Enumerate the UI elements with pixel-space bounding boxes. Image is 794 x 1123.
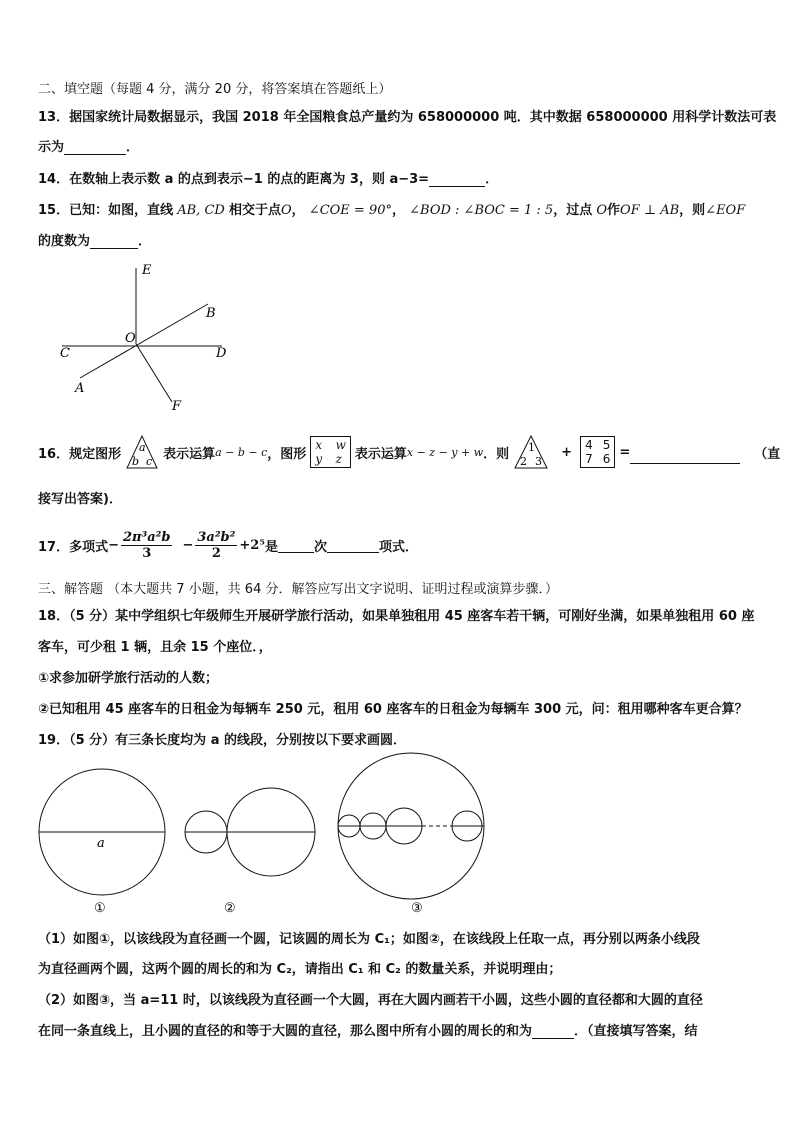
label-a: A	[75, 381, 85, 396]
q16-box2-tl: 4	[585, 438, 593, 452]
q13-line2-post: ．	[126, 140, 140, 155]
label-e: E	[142, 263, 152, 278]
label-f: F	[172, 399, 182, 414]
q19-p1-line1: （1）如图①，以该线段为直径画一个圆，记该圆的周长为 C₁；如图②，在该线段上任取一点，再分别以两条小线段	[38, 932, 700, 947]
q19-answer-blank[interactable]	[532, 1024, 574, 1039]
q16-answer-blank[interactable]	[630, 441, 740, 464]
q16-mid1: 表示运算	[163, 446, 216, 462]
q17-minus2: −	[182, 537, 194, 553]
q15-point-o: O	[280, 203, 292, 218]
fig2-caption: ②	[224, 901, 236, 916]
line-ab	[80, 304, 208, 378]
q16-eq: =	[619, 444, 631, 460]
q16-plus: +	[561, 444, 573, 460]
q15-mid4: 作	[607, 203, 621, 218]
q16-box-x: x	[315, 438, 323, 452]
q16-tri-c: c	[146, 455, 153, 468]
q17-frac2-num: 3a²b²	[197, 529, 236, 545]
q14-post: ．	[485, 172, 499, 187]
q17-minus1: −	[108, 537, 119, 553]
q17-frac2-den: 2	[211, 545, 221, 561]
q16-mid4: ．则	[483, 446, 510, 462]
q13-line1: 13．据国家统计局数据显示，我国 2018 年全国粮食总产量约为 658000000 吨．其中数据 658000000 用科学计数法可表	[38, 110, 777, 125]
q15-line2-pre: 的度数为	[38, 234, 91, 249]
q16-triangle-value	[513, 434, 549, 470]
fig3-caption: ③	[411, 901, 423, 916]
label-d: D	[216, 346, 227, 361]
q16-post: （直	[754, 446, 781, 462]
q16-box-symbol	[310, 436, 351, 468]
q15-angle-coe: ∠COE = 90°	[308, 203, 392, 218]
q17-mid2: 次	[313, 539, 327, 555]
fig1-caption: ①	[94, 901, 106, 916]
q16-tri2-right: 3	[535, 455, 543, 468]
label-c: C	[60, 346, 70, 361]
q15-figure	[50, 258, 250, 418]
q16-tri-a: a	[139, 441, 146, 454]
q16-expr1: a − b − c	[215, 445, 268, 459]
q16-expr2: x − z − y + w	[406, 445, 484, 459]
ray-of	[136, 344, 172, 402]
q16-box-value	[580, 436, 615, 468]
q16-tri2-top: 1	[528, 441, 536, 454]
q15-lines-ab-cd: AB, CD	[177, 203, 225, 218]
q19-p2-line2-post: ．（直接填写答案，结	[574, 1024, 698, 1039]
q15-line2-post: ．	[138, 234, 152, 249]
q16-triangle-symbol	[125, 434, 159, 470]
q17-line	[38, 524, 418, 566]
q19-p2-line2	[38, 1020, 698, 1039]
q19-p1-line2: 为直径画两个圆，这两个圆的周长的和为 C₂，请指出 C₁ 和 C₂ 的数量关系，并说明理由；	[38, 962, 562, 977]
q18-line1: 18．（5 分）某中学组织七年级师生开展研学旅行活动，如果单独租用 45 座客车若干辆，可刚好坐满，如果单独租用 60 座	[38, 609, 755, 624]
q14-answer-blank[interactable]	[429, 172, 485, 187]
q15-point-o2: O	[596, 203, 608, 218]
q16-mid2: ，图形	[267, 446, 307, 462]
q16-box-w: w	[335, 438, 346, 452]
q15-mid5: ，则	[679, 203, 706, 218]
q15-line2	[38, 230, 151, 249]
q16-line2: 接写出答案)．	[38, 492, 122, 507]
q14-pre: 14．在数轴上表示数 a 的点到表示−1 的点的距离为 3，则 a−3=	[38, 172, 430, 187]
q17-terms-blank[interactable]	[327, 538, 379, 553]
q17-pre: 17．多项式	[38, 539, 109, 555]
q13-answer-blank[interactable]	[64, 140, 126, 155]
q17-degree-blank[interactable]	[278, 538, 314, 553]
q15-ratio: ∠BOD : ∠BOC = 1 : 5	[409, 203, 554, 218]
q19-p2-line1: （2）如图③，当 a=11 时，以该线段为直径画一个大圆，再在大圆内画若干小圆，这些小圆的直径都和大圆的直径	[38, 993, 703, 1008]
q17-post: 项式．	[379, 539, 419, 555]
q19-figures	[30, 752, 500, 922]
q17-frac1	[121, 530, 172, 561]
q17-plus-term: +2⁵	[239, 537, 265, 553]
q17-frac1-den: 3	[142, 545, 152, 561]
q15-angle-eof: ∠EOF	[705, 203, 746, 218]
q18-part1: ①求参加研学旅行活动的人数；	[38, 671, 219, 686]
q16-pre: 16．规定图形	[38, 446, 122, 462]
q16-box-z: z	[335, 452, 342, 466]
q13-line2-pre: 示为	[38, 140, 65, 155]
q15-answer-blank[interactable]	[90, 234, 138, 249]
q19-p2-line2-pre: 在同一条直线上，且小圆的直径的和等于大圆的直径，那么图中所有小圆的周长的和为	[38, 1024, 533, 1039]
q16-mid3: 表示运算	[354, 446, 407, 462]
label-b: B	[206, 306, 216, 321]
q16-box2-bl: 7	[585, 452, 593, 466]
q13-line2	[38, 136, 139, 155]
fig1-label-a: a	[97, 836, 105, 851]
q16-line1	[38, 432, 780, 472]
q16-box2-br: 6	[602, 452, 611, 466]
label-o: O	[125, 331, 136, 346]
q18-line2: 客车，可少租 1 辆，且余 15 个座位．，	[38, 640, 272, 655]
q15-perp: OF ⊥ AB	[620, 203, 680, 218]
q16-tri2-left: 2	[520, 455, 528, 468]
q17-frac2	[195, 530, 237, 561]
q15-mid2: ，	[291, 203, 305, 218]
q14-line	[38, 168, 498, 187]
q15-line1	[38, 199, 745, 218]
q15-pre: 15．已知：如图，直线	[38, 203, 174, 218]
section-3-heading: 三、解答题 （本大题共 7 小题，共 64 分．解答应写出文字说明、证明过程或演算步骤．）	[38, 582, 558, 597]
q17-mid1: 是	[264, 539, 278, 555]
q17-frac1-num: 2π³a²b	[123, 529, 171, 545]
q15-mid1: 相交于点	[228, 203, 281, 218]
q16-box2-tr: 5	[602, 438, 611, 452]
q16-tri-b: b	[132, 455, 140, 468]
q19-line1: 19．（5 分）有三条长度均为 a 的线段，分别按以下要求画圆．	[38, 733, 406, 748]
q15-sep1: ，	[391, 203, 405, 218]
q16-box-y: y	[315, 452, 323, 466]
section-2-heading: 二、填空题（每题 4 分，满分 20 分，将答案填在答题纸上）	[38, 82, 392, 97]
q18-part2: ②已知租用 45 座客车的日租金为每辆车 250 元，租用 60 座客车的日租金为每辆车 300 元，问：租用哪种客车更合算？	[38, 702, 748, 717]
q15-mid3: ，过点	[553, 203, 593, 218]
